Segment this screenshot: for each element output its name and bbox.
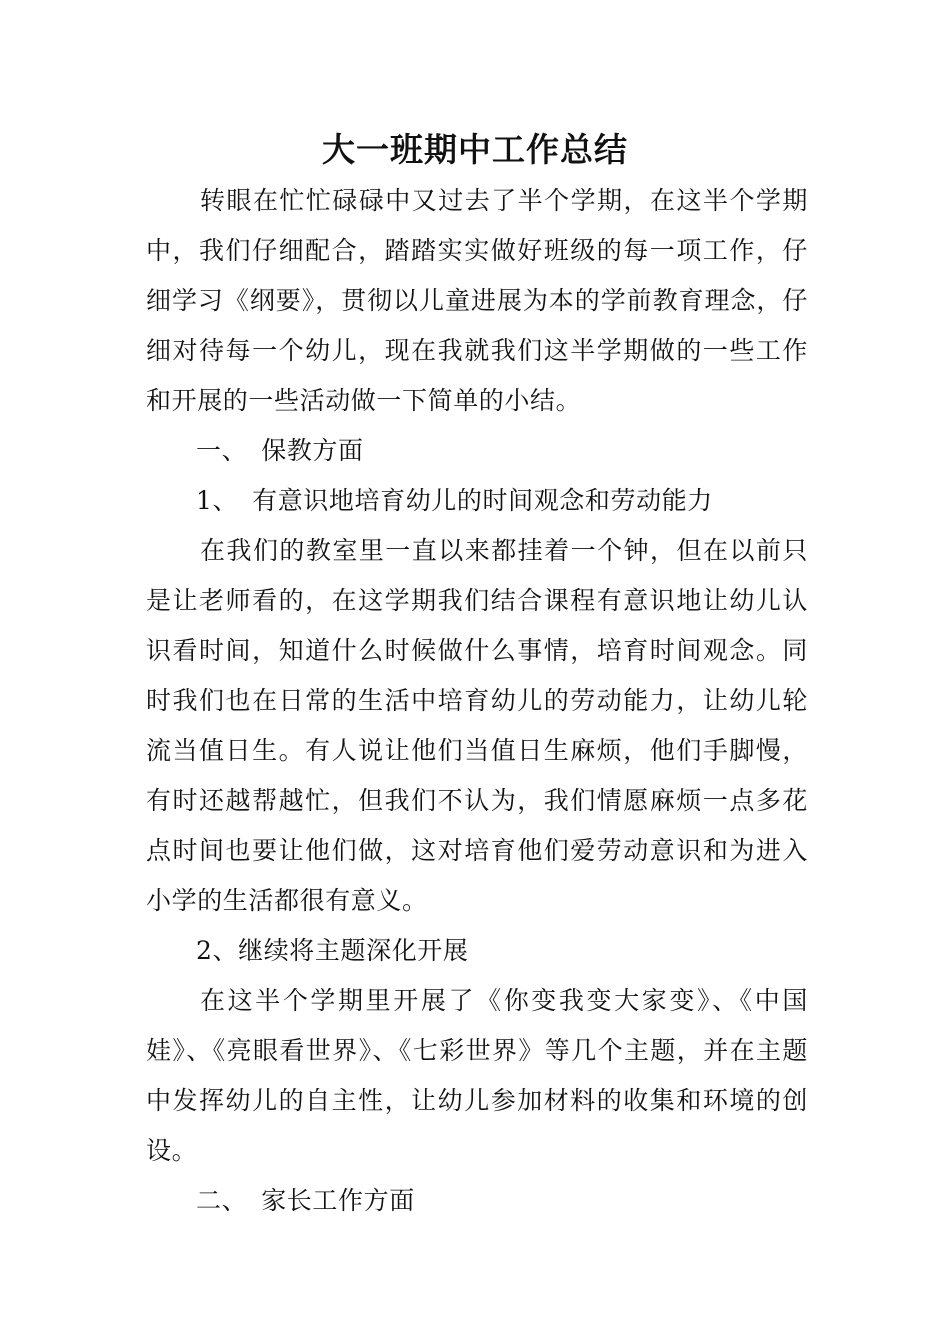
section-heading-text: 保教方面 — [261, 436, 364, 465]
section-number: 二、 — [196, 1186, 248, 1215]
section-heading-1 — [146, 426, 808, 476]
section-heading-text: 家长工作方面 — [261, 1186, 415, 1215]
subsection-heading-text: 2、继续将主题深化开展 — [196, 936, 469, 965]
body-paragraph-2: 在这半个学期里开展了《你变我变大家变》、《中国娃》、《亮眼看世界》、《七彩世界》等几个主题，并在主题中发挥幼儿的自主性，让幼儿参加材料的收集和环境的创设。 — [146, 986, 808, 1165]
intro-paragraph: 转眼在忙忙碌碌中又过去了半个学期，在这半个学期中，我们仔细配合，踏踏实实做好班级的每一项工作，仔细学习《纲要》，贯彻以儿童进展为本的学前教育理念，仔细对待每一个幼儿，现在我就我们这半学期做的一些工作和开展的一些活动做一下简单的小结。 — [146, 186, 808, 415]
subsection-number: 1、 — [196, 486, 239, 515]
section-heading-2 — [146, 1176, 808, 1226]
body-paragraph-1: 在我们的教室里一直以来都挂着一个钟，但在以前只是让老师看的，在这学期我们结合课程有意识地让幼儿认识看时间，知道什么时候做什么事情，培育时间观念。同时我们也在日常的生活中培育幼儿的劳动能力，让幼儿轮流当值日生。有人说让他们当值日生麻烦，他们手脚慢，有时还越帮越忙，但我们不认为，我们情愿麻烦一点多花点时间也要让他们做，这对培育他们爱劳动意识和为进入小学的生活都很有意义。 — [146, 536, 808, 915]
section-number: 一、 — [196, 436, 248, 465]
subsection-heading-2 — [146, 926, 808, 976]
subsection-heading-1 — [146, 476, 808, 526]
document-title: 大一班期中工作总结 — [322, 130, 628, 169]
subsection-heading-text: 有意识地培育幼儿的时间观念和劳动能力 — [252, 486, 713, 515]
document-body — [146, 176, 808, 1226]
